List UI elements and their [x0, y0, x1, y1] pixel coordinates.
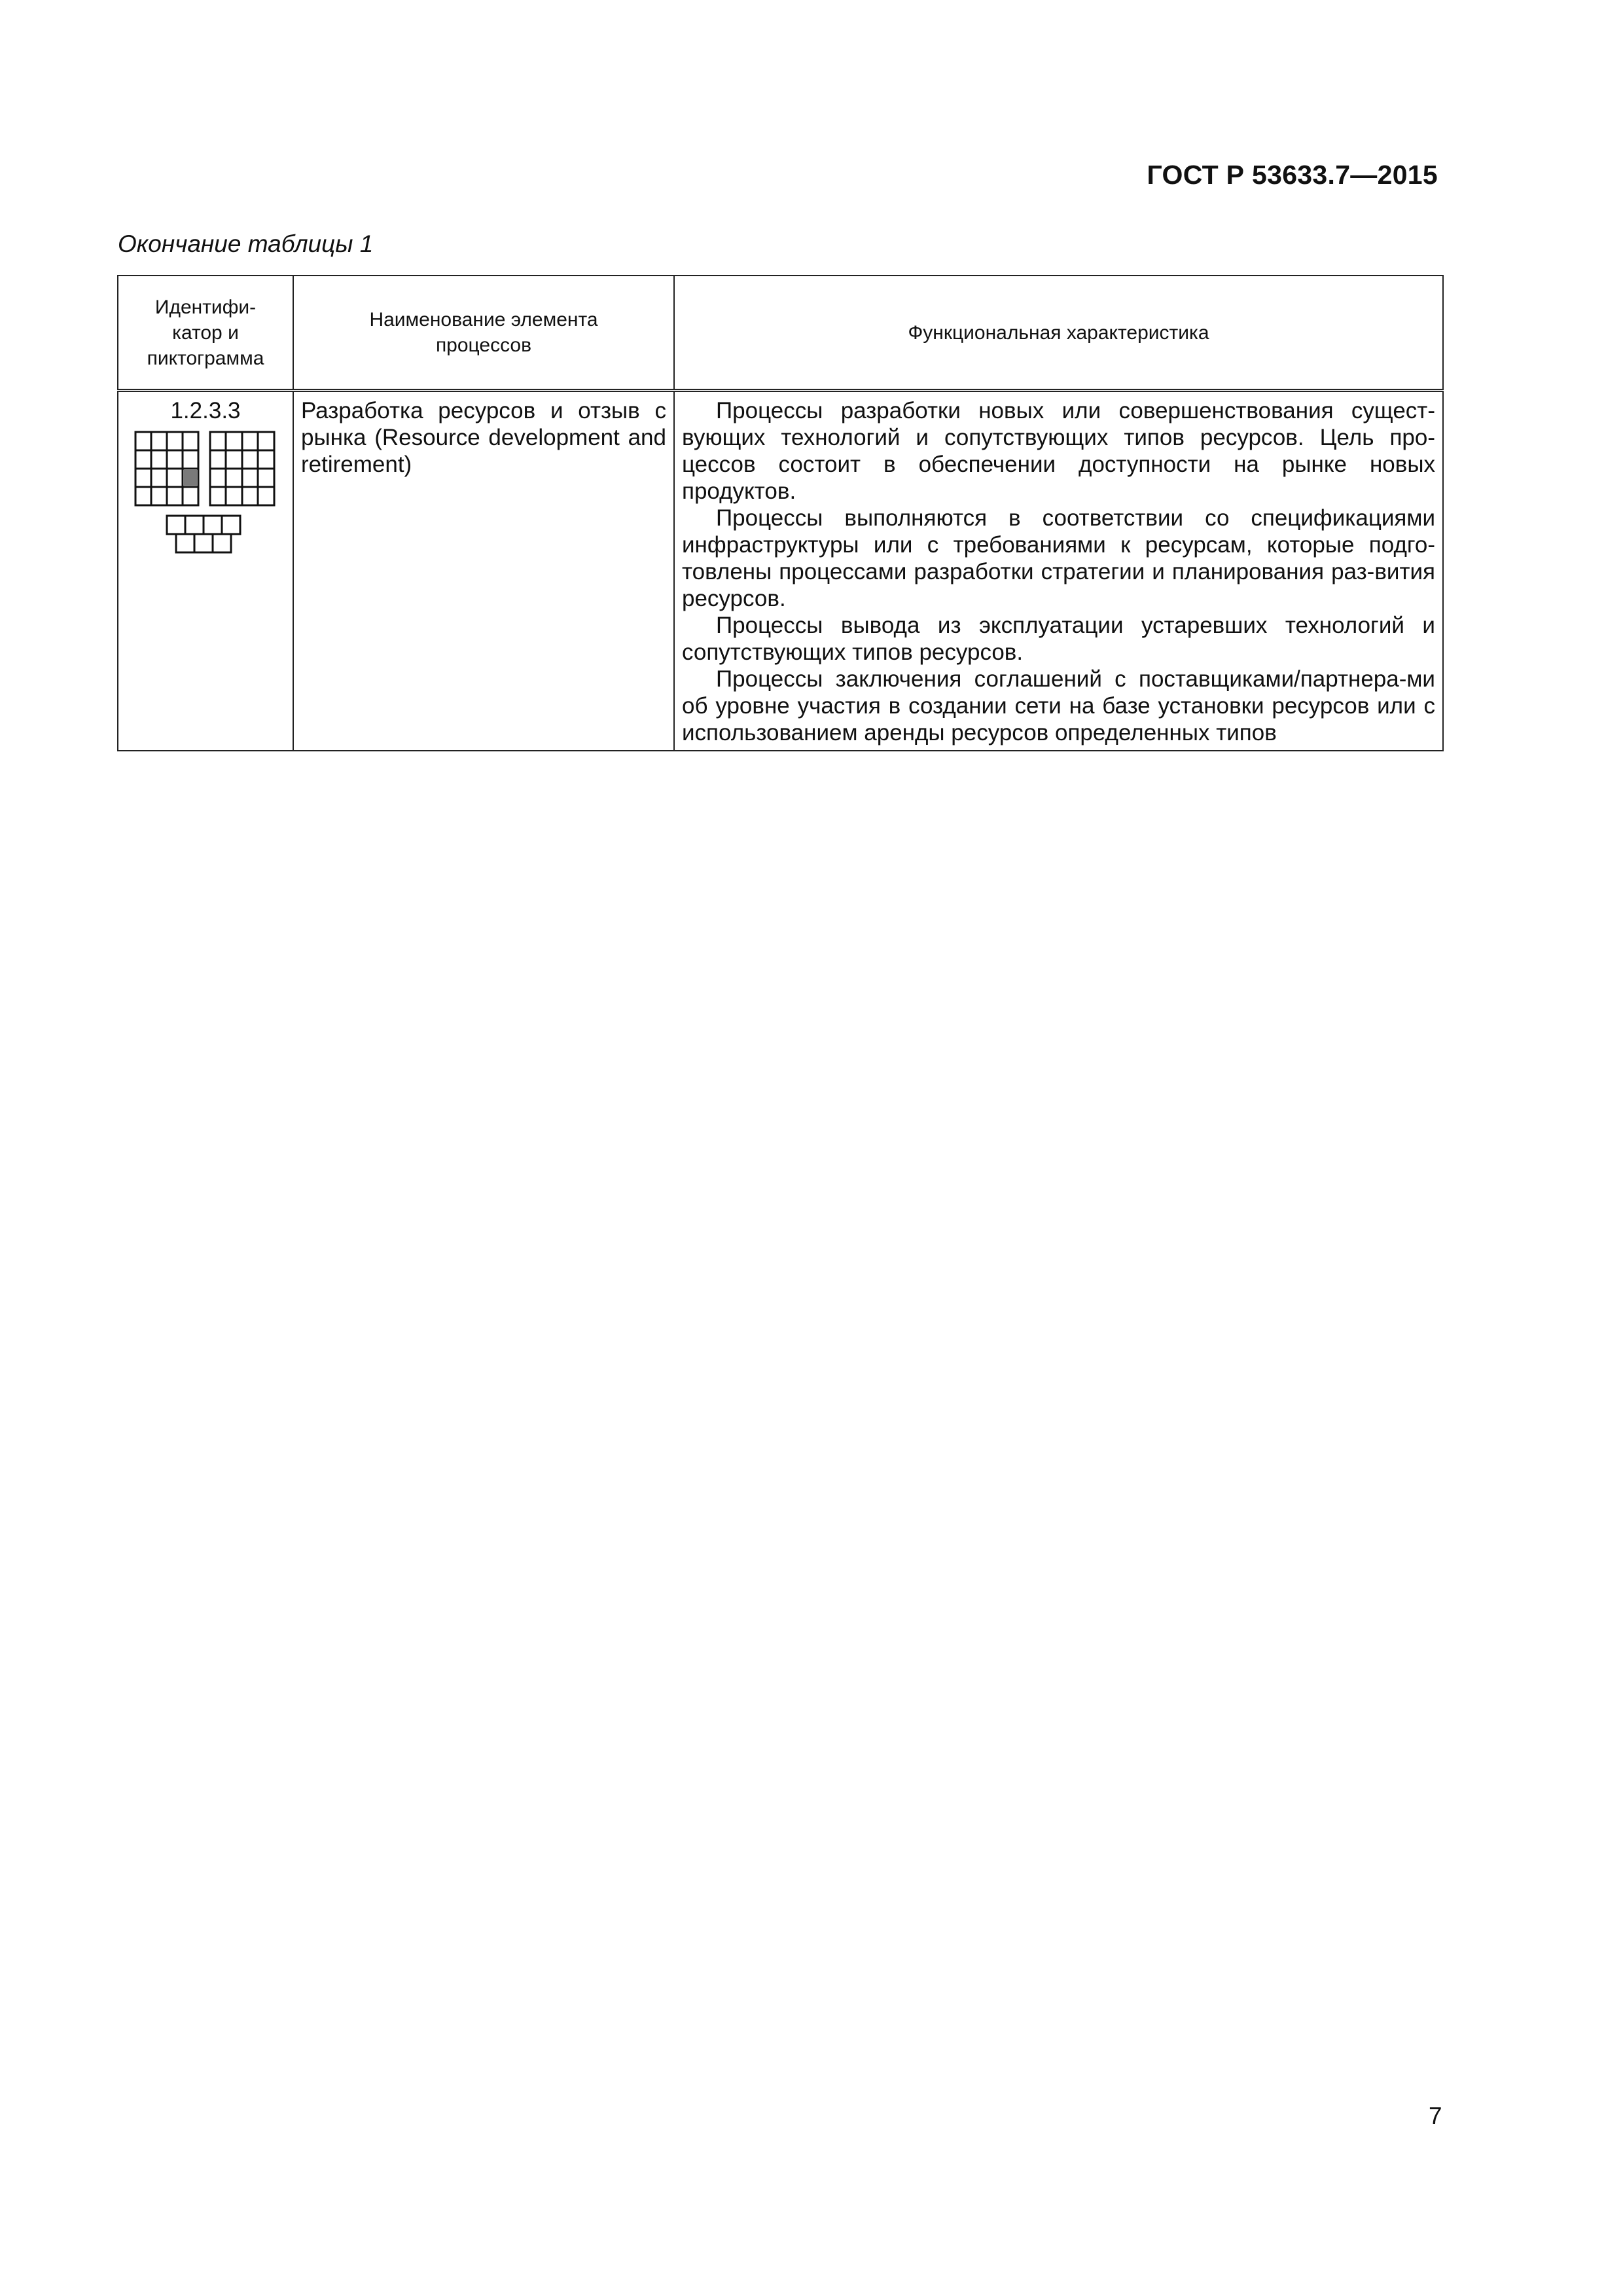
description-paragraph: Процессы заключения соглашений с поставщиками/партнера-ми об уровне участия в создании сети на базе установки ресурсов или с использованием аренды ресурсов определенных типов	[682, 666, 1435, 745]
description-paragraph: Процессы вывода из эксплуатации устаревших технологий и сопутствующих типов ресурсов.	[682, 613, 1435, 665]
column-header-function	[674, 276, 1443, 391]
document-standard-number: ГОСТ Р 53633.7—2015	[1147, 160, 1438, 190]
column-header-label: Идентифи- катор и пиктограмма	[147, 296, 264, 369]
column-header-name	[293, 276, 674, 391]
table-caption: Окончание таблицы 1	[118, 230, 374, 257]
identifier-cell	[118, 391, 293, 751]
description-paragraph: Процессы выполняются в соответствии со спецификациями инфраструктуры или с требованиями к ресурсам, которые подго-товлены процессами разработки стратегии и планирования раз-вития ресурсов.	[682, 505, 1435, 611]
table-header-row	[118, 276, 1443, 391]
process-name: Разработка ресурсов и отзыв с рынка (Resource development and retirement)	[301, 398, 666, 477]
table-row	[118, 391, 1443, 751]
description-paragraph: Процессы разработки новых или совершенствования сущест-вующих технологий и сопутствующих типов ресурсов. Цель про-цессов состоит в обеспечении доступности на рынке новых продуктов.	[682, 398, 1435, 504]
column-header-label: Наименование элемента процессов	[369, 309, 598, 356]
function-description-cell	[674, 391, 1443, 751]
process-table	[117, 275, 1444, 751]
page-number: 7	[1429, 2102, 1442, 2129]
process-grid-pictogram-icon	[133, 429, 278, 558]
column-header-label: Функциональная характеристика	[908, 321, 1209, 344]
process-identifier: 1.2.3.3	[170, 398, 241, 423]
process-name-cell	[293, 391, 674, 751]
highlighted-cell	[184, 470, 197, 486]
column-header-identifier	[118, 276, 293, 391]
